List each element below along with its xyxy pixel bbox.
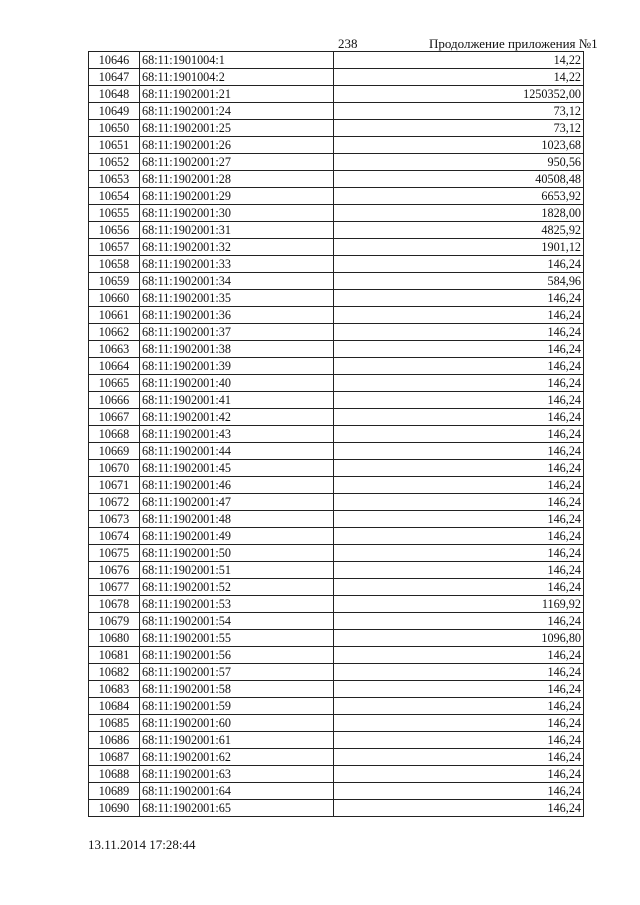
cadastral-number-cell: 68:11:1902001:59 bbox=[140, 698, 334, 715]
row-number-cell: 10663 bbox=[89, 341, 140, 358]
row-number-cell: 10665 bbox=[89, 375, 140, 392]
value-cell: 146,24 bbox=[334, 647, 584, 664]
cadastral-number-cell: 68:11:1902001:21 bbox=[140, 86, 334, 103]
table-row bbox=[89, 103, 584, 120]
table-row bbox=[89, 460, 584, 477]
table-row bbox=[89, 120, 584, 137]
cadastral-number-cell: 68:11:1902001:58 bbox=[140, 681, 334, 698]
value-cell: 73,12 bbox=[334, 103, 584, 120]
row-number-cell: 10684 bbox=[89, 698, 140, 715]
table-row bbox=[89, 392, 584, 409]
row-number-cell: 10652 bbox=[89, 154, 140, 171]
cadastral-number-cell: 68:11:1901004:1 bbox=[140, 52, 334, 69]
table-row bbox=[89, 766, 584, 783]
value-cell: 146,24 bbox=[334, 307, 584, 324]
table-row bbox=[89, 528, 584, 545]
value-cell: 146,24 bbox=[334, 256, 584, 273]
table-row bbox=[89, 205, 584, 222]
row-number-cell: 10682 bbox=[89, 664, 140, 681]
cadastral-number-cell: 68:11:1902001:57 bbox=[140, 664, 334, 681]
table-row bbox=[89, 579, 584, 596]
value-cell: 146,24 bbox=[334, 562, 584, 579]
cadastral-number-cell: 68:11:1902001:26 bbox=[140, 137, 334, 154]
value-cell: 146,24 bbox=[334, 341, 584, 358]
row-number-cell: 10651 bbox=[89, 137, 140, 154]
row-number-cell: 10671 bbox=[89, 477, 140, 494]
value-cell: 73,12 bbox=[334, 120, 584, 137]
cadastral-number-cell: 68:11:1902001:62 bbox=[140, 749, 334, 766]
table-row bbox=[89, 613, 584, 630]
row-number-cell: 10685 bbox=[89, 715, 140, 732]
cadastral-number-cell: 68:11:1902001:39 bbox=[140, 358, 334, 375]
value-cell: 146,24 bbox=[334, 681, 584, 698]
registry-table-body bbox=[89, 52, 584, 817]
value-cell: 146,24 bbox=[334, 358, 584, 375]
value-cell: 146,24 bbox=[334, 511, 584, 528]
row-number-cell: 10648 bbox=[89, 86, 140, 103]
row-number-cell: 10655 bbox=[89, 205, 140, 222]
value-cell: 146,24 bbox=[334, 579, 584, 596]
table-row bbox=[89, 290, 584, 307]
value-cell: 14,22 bbox=[334, 52, 584, 69]
value-cell: 146,24 bbox=[334, 426, 584, 443]
row-number-cell: 10669 bbox=[89, 443, 140, 460]
table-row bbox=[89, 545, 584, 562]
table-row bbox=[89, 511, 584, 528]
value-cell: 146,24 bbox=[334, 715, 584, 732]
cadastral-number-cell: 68:11:1901004:2 bbox=[140, 69, 334, 86]
table-row bbox=[89, 52, 584, 69]
row-number-cell: 10676 bbox=[89, 562, 140, 579]
print-timestamp: 13.11.2014 17:28:44 bbox=[88, 837, 196, 852]
value-cell: 950,56 bbox=[334, 154, 584, 171]
value-cell: 1901,12 bbox=[334, 239, 584, 256]
cadastral-number-cell: 68:11:1902001:65 bbox=[140, 800, 334, 817]
value-cell: 146,24 bbox=[334, 545, 584, 562]
row-number-cell: 10687 bbox=[89, 749, 140, 766]
value-cell: 146,24 bbox=[334, 443, 584, 460]
value-cell: 146,24 bbox=[334, 494, 584, 511]
row-number-cell: 10657 bbox=[89, 239, 140, 256]
value-cell: 146,24 bbox=[334, 698, 584, 715]
cadastral-number-cell: 68:11:1902001:48 bbox=[140, 511, 334, 528]
value-cell: 1096,80 bbox=[334, 630, 584, 647]
row-number-cell: 10680 bbox=[89, 630, 140, 647]
registry-table bbox=[88, 51, 584, 817]
table-row bbox=[89, 324, 584, 341]
value-cell: 146,24 bbox=[334, 766, 584, 783]
row-number-cell: 10678 bbox=[89, 596, 140, 613]
row-number-cell: 10649 bbox=[89, 103, 140, 120]
table-row bbox=[89, 681, 584, 698]
cadastral-number-cell: 68:11:1902001:63 bbox=[140, 766, 334, 783]
table-row bbox=[89, 800, 584, 817]
table-row bbox=[89, 256, 584, 273]
cadastral-number-cell: 68:11:1902001:61 bbox=[140, 732, 334, 749]
row-number-cell: 10688 bbox=[89, 766, 140, 783]
value-cell: 146,24 bbox=[334, 749, 584, 766]
table-row bbox=[89, 715, 584, 732]
value-cell: 146,24 bbox=[334, 528, 584, 545]
cadastral-number-cell: 68:11:1902001:31 bbox=[140, 222, 334, 239]
cadastral-number-cell: 68:11:1902001:49 bbox=[140, 528, 334, 545]
table-row bbox=[89, 137, 584, 154]
table-row bbox=[89, 783, 584, 800]
table-row bbox=[89, 222, 584, 239]
cadastral-number-cell: 68:11:1902001:36 bbox=[140, 307, 334, 324]
cadastral-number-cell: 68:11:1902001:46 bbox=[140, 477, 334, 494]
cadastral-number-cell: 68:11:1902001:41 bbox=[140, 392, 334, 409]
row-number-cell: 10658 bbox=[89, 256, 140, 273]
table-row bbox=[89, 239, 584, 256]
cadastral-number-cell: 68:11:1902001:35 bbox=[140, 290, 334, 307]
table-row bbox=[89, 426, 584, 443]
cadastral-number-cell: 68:11:1902001:45 bbox=[140, 460, 334, 477]
value-cell: 40508,48 bbox=[334, 171, 584, 188]
cadastral-number-cell: 68:11:1902001:24 bbox=[140, 103, 334, 120]
table-row bbox=[89, 630, 584, 647]
row-number-cell: 10673 bbox=[89, 511, 140, 528]
value-cell: 146,24 bbox=[334, 324, 584, 341]
value-cell: 1828,00 bbox=[334, 205, 584, 222]
continuation-title: Продолжение приложения №1 bbox=[429, 36, 598, 51]
table-row bbox=[89, 647, 584, 664]
table-row bbox=[89, 749, 584, 766]
row-number-cell: 10681 bbox=[89, 647, 140, 664]
table-row bbox=[89, 358, 584, 375]
row-number-cell: 10667 bbox=[89, 409, 140, 426]
cadastral-number-cell: 68:11:1902001:47 bbox=[140, 494, 334, 511]
row-number-cell: 10656 bbox=[89, 222, 140, 239]
row-number-cell: 10653 bbox=[89, 171, 140, 188]
cadastral-number-cell: 68:11:1902001:54 bbox=[140, 613, 334, 630]
table-row bbox=[89, 86, 584, 103]
page-number: 238 bbox=[338, 36, 358, 51]
row-number-cell: 10686 bbox=[89, 732, 140, 749]
value-cell: 146,24 bbox=[334, 613, 584, 630]
value-cell: 146,24 bbox=[334, 392, 584, 409]
row-number-cell: 10659 bbox=[89, 273, 140, 290]
row-number-cell: 10683 bbox=[89, 681, 140, 698]
row-number-cell: 10674 bbox=[89, 528, 140, 545]
row-number-cell: 10672 bbox=[89, 494, 140, 511]
cadastral-number-cell: 68:11:1902001:33 bbox=[140, 256, 334, 273]
value-cell: 146,24 bbox=[334, 732, 584, 749]
table-row bbox=[89, 409, 584, 426]
table-row bbox=[89, 732, 584, 749]
table-row bbox=[89, 273, 584, 290]
cadastral-number-cell: 68:11:1902001:42 bbox=[140, 409, 334, 426]
value-cell: 1023,68 bbox=[334, 137, 584, 154]
row-number-cell: 10679 bbox=[89, 613, 140, 630]
row-number-cell: 10646 bbox=[89, 52, 140, 69]
cadastral-number-cell: 68:11:1902001:55 bbox=[140, 630, 334, 647]
row-number-cell: 10664 bbox=[89, 358, 140, 375]
value-cell: 146,24 bbox=[334, 460, 584, 477]
table-row bbox=[89, 562, 584, 579]
row-number-cell: 10654 bbox=[89, 188, 140, 205]
cadastral-number-cell: 68:11:1902001:52 bbox=[140, 579, 334, 596]
cadastral-number-cell: 68:11:1902001:40 bbox=[140, 375, 334, 392]
cadastral-number-cell: 68:11:1902001:44 bbox=[140, 443, 334, 460]
row-number-cell: 10660 bbox=[89, 290, 140, 307]
cadastral-number-cell: 68:11:1902001:34 bbox=[140, 273, 334, 290]
value-cell: 146,24 bbox=[334, 290, 584, 307]
cadastral-number-cell: 68:11:1902001:53 bbox=[140, 596, 334, 613]
row-number-cell: 10668 bbox=[89, 426, 140, 443]
table-row bbox=[89, 375, 584, 392]
row-number-cell: 10689 bbox=[89, 783, 140, 800]
table-row bbox=[89, 171, 584, 188]
cadastral-number-cell: 68:11:1902001:64 bbox=[140, 783, 334, 800]
table-row bbox=[89, 154, 584, 171]
cadastral-number-cell: 68:11:1902001:30 bbox=[140, 205, 334, 222]
value-cell: 14,22 bbox=[334, 69, 584, 86]
cadastral-number-cell: 68:11:1902001:29 bbox=[140, 188, 334, 205]
cadastral-number-cell: 68:11:1902001:37 bbox=[140, 324, 334, 341]
cadastral-number-cell: 68:11:1902001:28 bbox=[140, 171, 334, 188]
table-row bbox=[89, 69, 584, 86]
value-cell: 584,96 bbox=[334, 273, 584, 290]
table-row bbox=[89, 698, 584, 715]
table-row bbox=[89, 307, 584, 324]
row-number-cell: 10670 bbox=[89, 460, 140, 477]
row-number-cell: 10690 bbox=[89, 800, 140, 817]
cadastral-number-cell: 68:11:1902001:27 bbox=[140, 154, 334, 171]
value-cell: 146,24 bbox=[334, 477, 584, 494]
value-cell: 146,24 bbox=[334, 409, 584, 426]
row-number-cell: 10661 bbox=[89, 307, 140, 324]
table-row bbox=[89, 596, 584, 613]
cadastral-number-cell: 68:11:1902001:56 bbox=[140, 647, 334, 664]
row-number-cell: 10666 bbox=[89, 392, 140, 409]
row-number-cell: 10647 bbox=[89, 69, 140, 86]
row-number-cell: 10650 bbox=[89, 120, 140, 137]
table-row bbox=[89, 494, 584, 511]
table-row bbox=[89, 188, 584, 205]
value-cell: 146,24 bbox=[334, 800, 584, 817]
value-cell: 6653,92 bbox=[334, 188, 584, 205]
row-number-cell: 10675 bbox=[89, 545, 140, 562]
cadastral-number-cell: 68:11:1902001:38 bbox=[140, 341, 334, 358]
cadastral-number-cell: 68:11:1902001:25 bbox=[140, 120, 334, 137]
value-cell: 1169,92 bbox=[334, 596, 584, 613]
value-cell: 146,24 bbox=[334, 664, 584, 681]
table-row bbox=[89, 341, 584, 358]
cadastral-number-cell: 68:11:1902001:43 bbox=[140, 426, 334, 443]
cadastral-number-cell: 68:11:1902001:60 bbox=[140, 715, 334, 732]
value-cell: 1250352,00 bbox=[334, 86, 584, 103]
cadastral-number-cell: 68:11:1902001:50 bbox=[140, 545, 334, 562]
cadastral-number-cell: 68:11:1902001:51 bbox=[140, 562, 334, 579]
value-cell: 146,24 bbox=[334, 375, 584, 392]
row-number-cell: 10677 bbox=[89, 579, 140, 596]
value-cell: 4825,92 bbox=[334, 222, 584, 239]
value-cell: 146,24 bbox=[334, 783, 584, 800]
table-row bbox=[89, 443, 584, 460]
row-number-cell: 10662 bbox=[89, 324, 140, 341]
cadastral-number-cell: 68:11:1902001:32 bbox=[140, 239, 334, 256]
table-row bbox=[89, 477, 584, 494]
table-row bbox=[89, 664, 584, 681]
